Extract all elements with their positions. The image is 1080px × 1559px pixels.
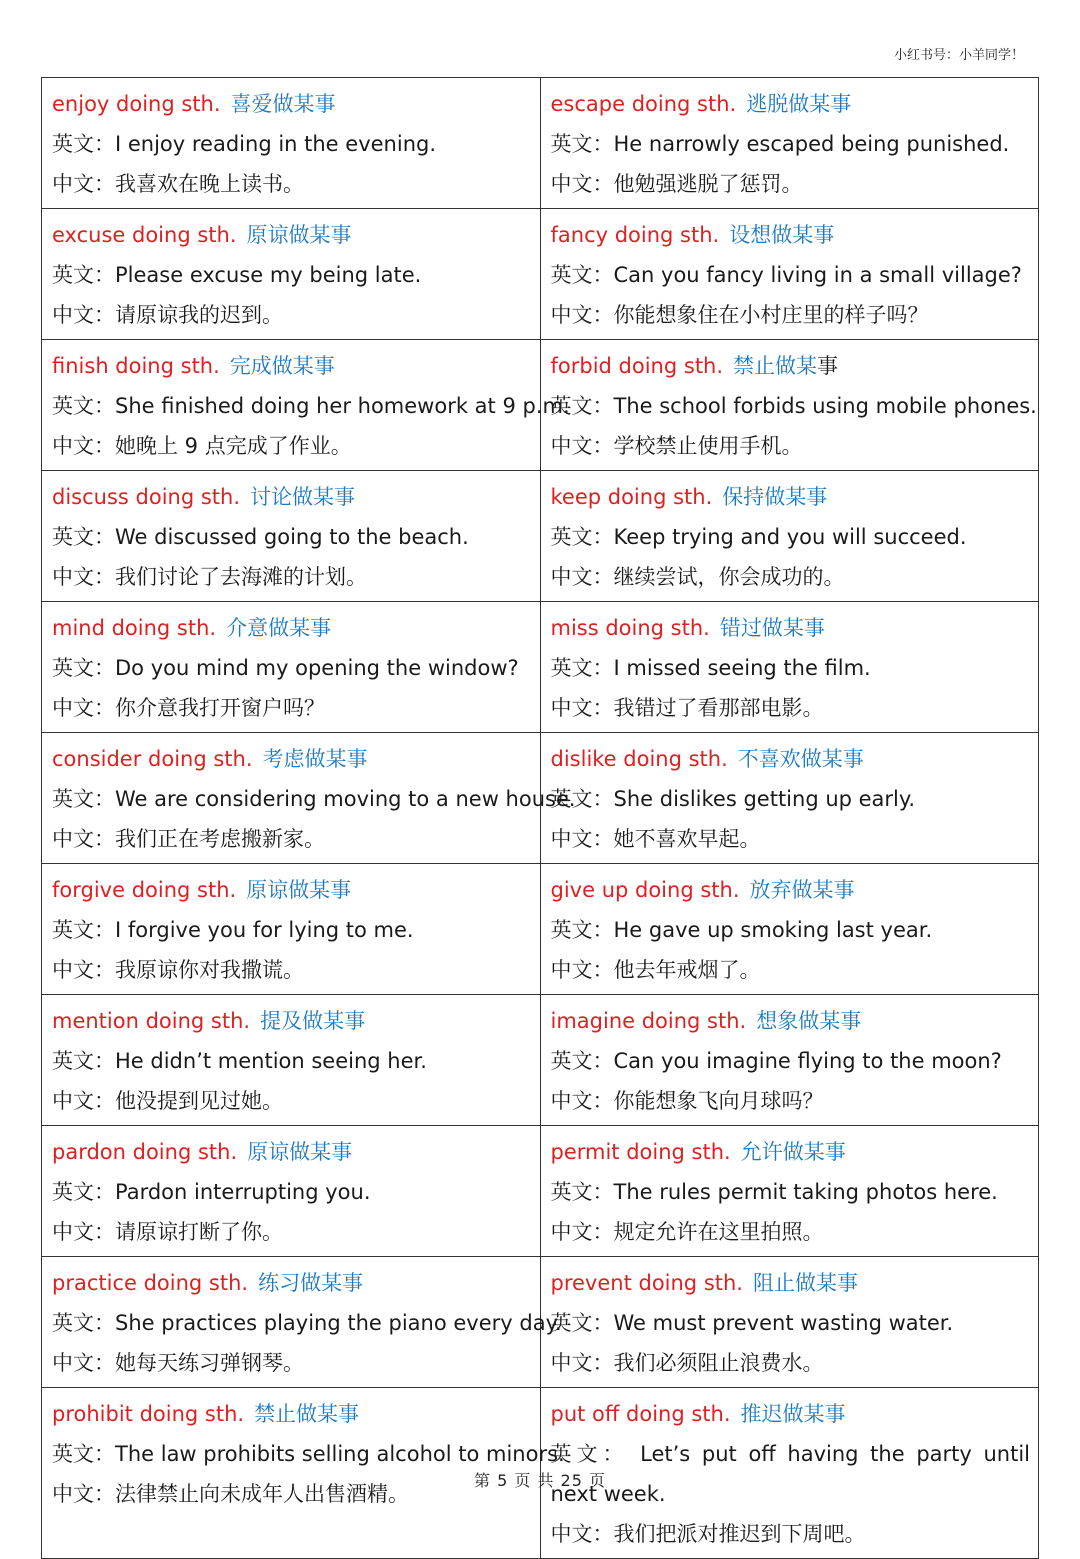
- entry-heading: [551, 739, 1031, 779]
- table-row: [42, 471, 1039, 602]
- entry-meaning: 禁止做某: [733, 354, 818, 378]
- entry-meaning: 阻止做某事: [752, 1271, 858, 1295]
- entry-phrase: imagine doing sth.: [550, 1009, 747, 1033]
- vocab-entry: [540, 209, 1039, 340]
- vocab-entry: [42, 602, 541, 733]
- entry-chinese-translation: 中文：请原谅我的迟到。: [52, 303, 283, 327]
- entry-chinese-translation: 中文：你介意我打开窗户吗？: [52, 696, 325, 720]
- table-row: [42, 864, 1039, 995]
- entry-phrase: practice doing sth.: [52, 1271, 249, 1295]
- entry-english-example: 英文：We must prevent wasting water.: [550, 1311, 954, 1335]
- entry-heading: [551, 215, 1031, 255]
- vocab-entry: [540, 733, 1039, 864]
- entry-heading: [52, 477, 532, 517]
- entry-english-example: 英文：We discussed going to the beach.: [52, 525, 469, 549]
- vocab-entry: [42, 733, 576, 864]
- entry-phrase: finish doing sth.: [52, 354, 220, 378]
- vocab-entry: [540, 471, 1039, 602]
- entry-meaning: 喜爱做某事: [230, 92, 336, 116]
- entry-heading: [52, 1394, 532, 1434]
- table-row: [42, 1257, 1039, 1388]
- entry-english-example: 英文：The school forbids using mobile phones.: [550, 394, 1037, 418]
- entry-english-example: 英文：He didn’t mention seeing her.: [52, 1049, 427, 1073]
- entry-english-example: 英文：She practices playing the piano every day.: [52, 1311, 562, 1335]
- entry-english-example: 英文：Keep trying and you will succeed.: [550, 525, 967, 549]
- entry-heading: [551, 1001, 1031, 1041]
- entry-heading: [551, 1394, 1031, 1434]
- entry-meaning: 允许做某事: [740, 1140, 846, 1164]
- table-row: [42, 209, 1039, 340]
- entry-chinese-translation: 中文：规定允许在这里拍照。: [550, 1220, 824, 1244]
- entry-meaning: 保持做某事: [722, 485, 828, 509]
- entry-chinese-translation: 中文：我喜欢在晚上读书。: [52, 172, 304, 196]
- entry-meaning-tail: 事: [817, 354, 839, 378]
- vocab-entry: [42, 471, 541, 602]
- entry-heading: [52, 1132, 532, 1172]
- vocab-entry: [42, 864, 541, 995]
- table-row: [42, 78, 1039, 209]
- entry-phrase: excuse doing sth.: [52, 223, 237, 247]
- table-row: [42, 1126, 1039, 1257]
- table-row: [42, 733, 1039, 864]
- entry-meaning: 想象做某事: [756, 1009, 862, 1033]
- entry-heading: [52, 739, 532, 779]
- entry-chinese-translation: 中文：她不喜欢早起。: [550, 827, 761, 851]
- entry-meaning: 介意做某事: [226, 616, 332, 640]
- entry-english-example: 英文：He gave up smoking last year.: [550, 918, 933, 942]
- entry-heading: [52, 870, 532, 910]
- entry-phrase: consider doing sth.: [52, 747, 253, 771]
- entry-heading: [52, 84, 532, 124]
- entry-phrase: forbid doing sth.: [550, 354, 724, 378]
- entry-chinese-translation: 中文：你能想象飞向月球吗？: [550, 1089, 824, 1113]
- entry-chinese-translation: 中文：我原谅你对我撒谎。: [52, 958, 304, 982]
- entry-meaning: 练习做某事: [258, 1271, 364, 1295]
- table-row: [42, 995, 1039, 1126]
- entry-chinese-translation: 中文：她每天练习弹钢琴。: [52, 1351, 304, 1375]
- entry-english-example: 英文： Let’s put off having the party until next week.: [550, 1442, 1030, 1506]
- entry-phrase: fancy doing sth.: [550, 223, 720, 247]
- entry-meaning: 原谅做某事: [247, 1140, 353, 1164]
- vocab-entry: [42, 78, 541, 209]
- entry-english-example: 英文：She dislikes getting up early.: [550, 787, 916, 811]
- entry-chinese-translation: 中文：我错过了看那部电影。: [550, 696, 824, 720]
- entry-chinese-translation: 中文：学校禁止使用手机。: [550, 434, 803, 458]
- entry-english-example: 英文：Do you mind my opening the window?: [52, 656, 519, 680]
- entry-chinese-translation: 中文：她晚上 9 点完成了作业。: [52, 434, 352, 458]
- table-row: [42, 340, 1039, 471]
- entry-heading: [551, 84, 1031, 124]
- vocab-entry: [42, 340, 570, 471]
- entry-phrase: permit doing sth.: [550, 1140, 731, 1164]
- entry-chinese-translation: 中文：继续尝试，你会成功的。: [550, 565, 845, 589]
- header-note: 小红书号：小羊同学！: [893, 48, 1024, 63]
- entry-chinese-translation: 中文：我们正在考虑搬新家。: [52, 827, 325, 851]
- entry-english-example: 英文：The law prohibits selling alcohol to minors.: [52, 1442, 565, 1466]
- entry-heading: [52, 215, 532, 255]
- entry-english-example: 英文：She finished doing her homework at 9 p.m.: [52, 394, 570, 418]
- entry-phrase: enjoy doing sth.: [52, 92, 221, 116]
- entry-chinese-translation: 中文：你能想象住在小村庄里的样子吗？: [550, 303, 929, 327]
- entry-meaning: 设想做某事: [729, 223, 835, 247]
- entry-phrase: miss doing sth.: [550, 616, 710, 640]
- vocab-entry: [540, 1257, 1039, 1388]
- page-number: 第 5 页 共 25 页: [474, 1471, 606, 1490]
- vocab-entry: [42, 209, 541, 340]
- entry-english-example: 英文：Can you imagine flying to the moon?: [550, 1049, 1002, 1073]
- entry-phrase: mention doing sth.: [52, 1009, 251, 1033]
- entry-meaning: 逃脱做某事: [746, 92, 852, 116]
- entry-phrase: prevent doing sth.: [550, 1271, 743, 1295]
- entry-meaning: 禁止做某事: [254, 1402, 360, 1426]
- entry-english-example: 英文：We are considering moving to a new house.: [52, 787, 576, 811]
- entry-phrase: escape doing sth.: [550, 92, 737, 116]
- entry-phrase: put off doing sth.: [550, 1402, 731, 1426]
- entry-chinese-translation: 中文：我们必须阻止浪费水。: [550, 1351, 824, 1375]
- entry-meaning: 放弃做某事: [749, 878, 855, 902]
- vocab-table-body: [42, 78, 1039, 1559]
- entry-phrase: dislike doing sth.: [550, 747, 728, 771]
- entry-phrase: discuss doing sth.: [52, 485, 241, 509]
- entry-meaning: 提及做某事: [260, 1009, 366, 1033]
- entry-heading: [52, 608, 532, 648]
- entry-meaning: 讨论做某事: [250, 485, 356, 509]
- entry-heading: [551, 346, 1031, 386]
- vocab-entry: [540, 602, 1039, 733]
- entry-heading: [551, 1132, 1031, 1172]
- entry-phrase: keep doing sth.: [550, 485, 713, 509]
- entry-english-example: 英文：The rules permit taking photos here.: [550, 1180, 998, 1204]
- entry-chinese-translation: 中文：我们讨论了去海滩的计划。: [52, 565, 367, 589]
- entry-heading: [551, 477, 1031, 517]
- entry-chinese-translation: 中文：我们把派对推迟到下周吧。: [550, 1522, 866, 1546]
- vocab-entry: [540, 864, 1039, 995]
- entry-phrase: forgive doing sth.: [52, 878, 237, 902]
- vocab-entry: [540, 78, 1039, 209]
- vocab-entry: [42, 1257, 562, 1388]
- entry-english-example: 英文：I missed seeing the film.: [550, 656, 871, 680]
- entry-heading: [551, 870, 1031, 910]
- vocab-entry: [42, 1126, 541, 1257]
- entry-english-example: 英文：I forgive you for lying to me.: [52, 918, 414, 942]
- vocab-entry: [540, 1126, 1039, 1257]
- entry-chinese-translation: 中文：他没提到见过她。: [52, 1089, 283, 1113]
- entry-english-example: 英文：Please excuse my being late.: [52, 263, 422, 287]
- entry-english-example: 英文：Pardon interrupting you.: [52, 1180, 371, 1204]
- entry-meaning: 不喜欢做某事: [737, 747, 864, 771]
- entry-english-example: 英文：I enjoy reading in the evening.: [52, 132, 437, 156]
- entry-heading: [52, 1001, 532, 1041]
- entry-chinese-translation: 中文：法律禁止向未成年人出售酒精。: [52, 1482, 409, 1506]
- entry-chinese-translation: 中文：他勉强逃脱了惩罚。: [550, 172, 803, 196]
- entry-meaning: 原谅做某事: [246, 878, 352, 902]
- entry-phrase: pardon doing sth.: [52, 1140, 238, 1164]
- entry-meaning: 错过做某事: [719, 616, 825, 640]
- entry-phrase: give up doing sth.: [550, 878, 740, 902]
- entry-meaning: 考虑做某事: [262, 747, 368, 771]
- entry-chinese-translation: 中文：请原谅打断了你。: [52, 1220, 283, 1244]
- entry-heading: [551, 1263, 1031, 1303]
- entry-phrase: prohibit doing sth.: [52, 1402, 245, 1426]
- entry-meaning: 完成做某事: [229, 354, 335, 378]
- entry-heading: [551, 608, 1031, 648]
- vocab-entry: [540, 340, 1039, 471]
- entry-english-example: 英文：Can you fancy living in a small village?: [550, 263, 1022, 287]
- vocab-entry: [540, 995, 1039, 1126]
- entry-phrase: mind doing sth.: [52, 616, 217, 640]
- entry-heading: [52, 346, 532, 386]
- entry-meaning: 原谅做某事: [246, 223, 352, 247]
- entry-meaning: 推迟做某事: [740, 1402, 846, 1426]
- vocab-entry: [42, 995, 541, 1126]
- table-row: [42, 602, 1039, 733]
- entry-english-example: 英文：He narrowly escaped being punished.: [550, 132, 1010, 156]
- entry-heading: [52, 1263, 532, 1303]
- vocab-table: [41, 77, 1039, 1559]
- entry-chinese-translation: 中文：他去年戒烟了。: [550, 958, 761, 982]
